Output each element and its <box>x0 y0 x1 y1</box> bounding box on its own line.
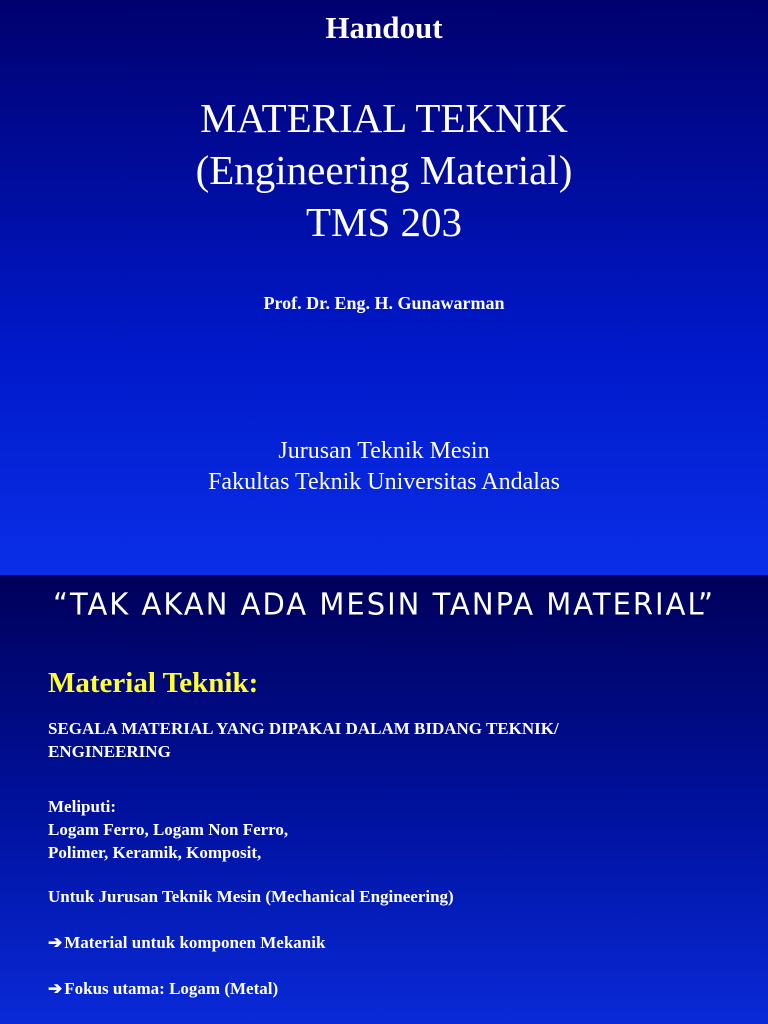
author-name: Prof. Dr. Eng. H. Gunawarman <box>263 293 505 313</box>
covers-label: Meliputi: <box>48 797 116 816</box>
bullet-text: Fokus utama: Logam (Metal) <box>64 979 279 998</box>
covers-list <box>48 795 738 864</box>
definition-line-1: SEGALA MATERIAL YANG DIPAKAI DALAM BIDANG TEKNIK/ <box>48 719 559 738</box>
department-name: Jurusan Teknik Mesin <box>278 438 490 464</box>
course-title-line-1: MATERIAL TEKNIK <box>200 95 568 141</box>
definition-text <box>48 717 738 763</box>
bullet-main-focus <box>48 977 738 1000</box>
content-slide <box>0 575 768 1024</box>
handout-label: Handout <box>325 10 443 45</box>
course-title <box>0 92 768 248</box>
course-title-line-2: (Engineering Material) <box>195 147 573 193</box>
bullet-mechanical-components <box>48 931 738 954</box>
section-title: Material Teknik: <box>48 667 259 699</box>
course-code: TMS 203 <box>305 199 463 245</box>
motto-heading: “TAK AKAN ADA MESIN TANPA MATERIAL” <box>52 586 716 622</box>
faculty-name: Fakultas Teknik Universitas Andalas <box>208 469 560 495</box>
covers-line-1: Logam Ferro, Logam Non Ferro, <box>48 820 289 839</box>
arrow-right-icon: ➔ <box>48 933 63 952</box>
covers-line-2: Polimer, Keramik, Komposit, <box>48 843 262 862</box>
definition-line-2: ENGINEERING <box>48 742 171 761</box>
bullet-text: Material untuk komponen Mekanik <box>64 933 326 952</box>
arrow-right-icon: ➔ <box>48 979 63 998</box>
department-line: Untuk Jurusan Teknik Mesin (Mechanical Engineering) <box>48 887 454 906</box>
institution-block <box>0 436 768 498</box>
